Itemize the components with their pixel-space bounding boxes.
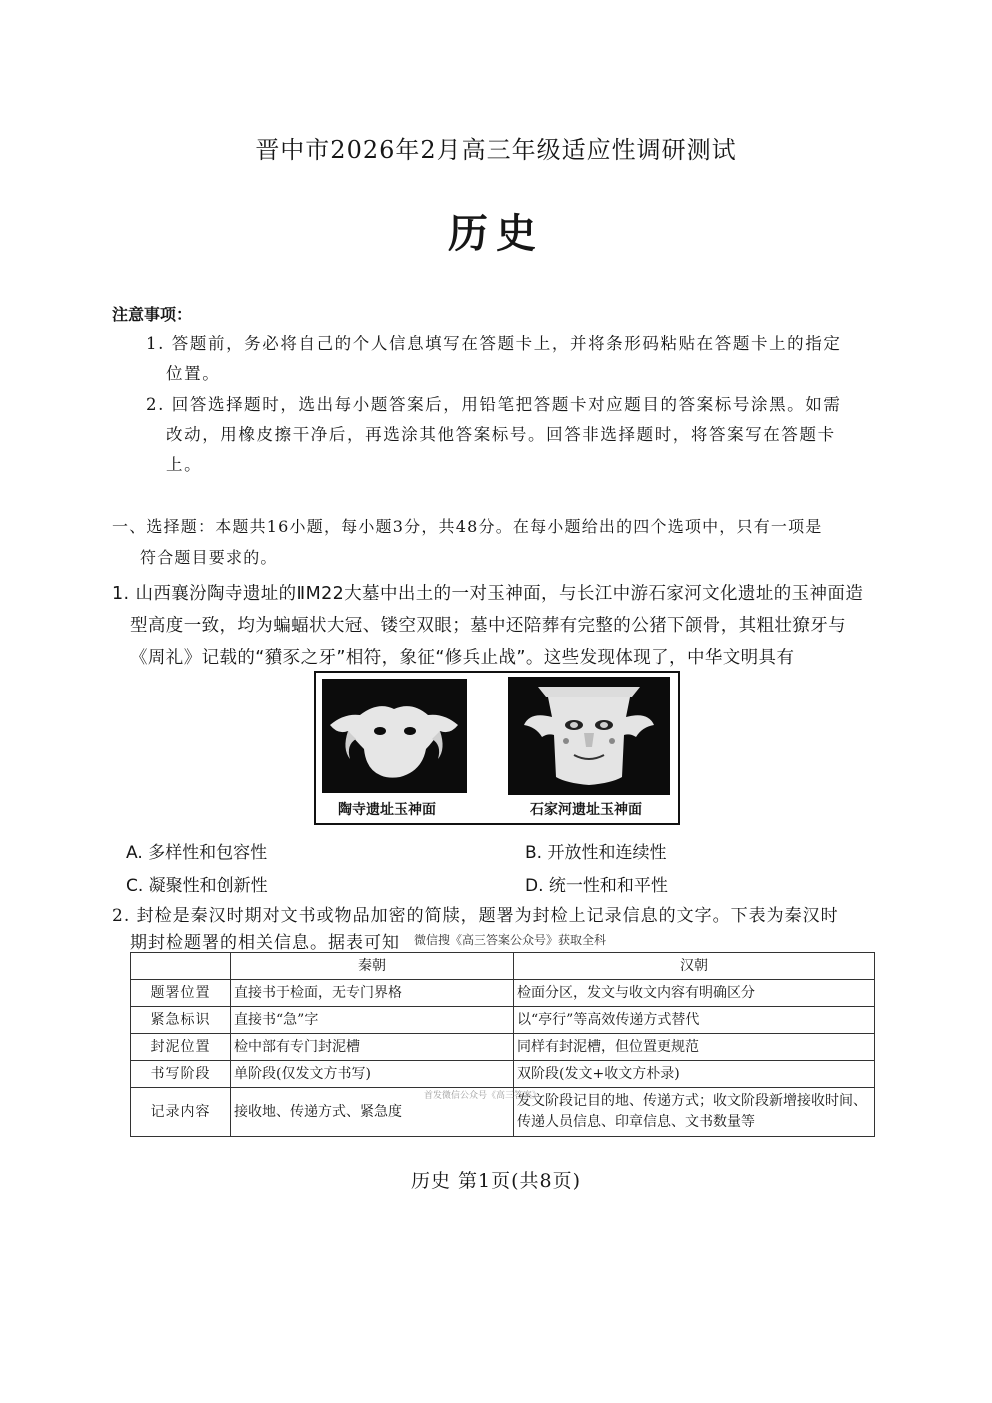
row-label: 紧急标识 bbox=[131, 1007, 231, 1034]
q1-stem-line3: 《周礼》记载的“豶豕之牙”相符，象征“修兵止战”。这些发现体现了，中华文明具有 bbox=[130, 648, 795, 668]
han-cell: 检面分区，发文与收文内容有明确区分 bbox=[514, 980, 875, 1007]
taosi-jade-mask-photo bbox=[322, 679, 467, 793]
table-row bbox=[131, 1061, 875, 1088]
qin-cell: 直接书于检面，无专门界格 bbox=[231, 980, 514, 1007]
faint-watermark: 首发微信公众号《高三答案》 bbox=[424, 1091, 542, 1101]
table-header-han: 汉朝 bbox=[514, 953, 875, 980]
q1-stem-line1: 1. 山西襄汾陶寺遗址的ⅡM22大墓中出土的一对玉神面，与长江中游石家河文化遗址的玉神面造 bbox=[112, 584, 864, 604]
table-row bbox=[131, 980, 875, 1007]
q2-stem-line2: 期封检题署的相关信息。据表可知 bbox=[130, 933, 400, 953]
section-heading-cont: 符合题目要求的。 bbox=[140, 548, 278, 567]
qin-cell: 单阶段(仅发文方书写) bbox=[231, 1061, 514, 1088]
qin-cell: 直接书“急”字 bbox=[231, 1007, 514, 1034]
notice-item-1: 1. 答题前，务必将自己的个人信息填写在答题卡上，并将条形码粘贴在答题卡上的指定 bbox=[146, 334, 842, 353]
row-label: 书写阶段 bbox=[131, 1061, 231, 1088]
row-label: 封泥位置 bbox=[131, 1034, 231, 1061]
table-header-row bbox=[131, 953, 875, 980]
page-footer: 历史 第1页(共8页) bbox=[410, 1170, 582, 1192]
han-cell: 双阶段(发文+收文方朴录) bbox=[514, 1061, 875, 1088]
q1-option-c: C. 凝聚性和创新性 bbox=[126, 876, 268, 896]
taosi-jade-mask-image bbox=[322, 679, 467, 793]
notice-item-1-cont: 位置。 bbox=[166, 364, 221, 383]
qin-cell: 接收地、传递方式、紧急度 bbox=[231, 1088, 514, 1137]
q1-option-a: A. 多样性和包容性 bbox=[126, 843, 268, 863]
qin-cell: 检中部有专门封泥槽 bbox=[231, 1034, 514, 1061]
q2-stem-line1: 2. 封检是秦汉时期对文书或物品加密的简牍，题署为封检上记录信息的文字。下表为秦汉时 bbox=[112, 906, 839, 926]
notice-item-2-cont: 改动，用橡皮擦干净后，再选涂其他答案标号。回答非选择题时，将答案写在答题卡 bbox=[166, 425, 836, 444]
exam-title: 晋中市2026年2月高三年级适应性调研测试 bbox=[255, 136, 737, 164]
subject-title: 历史 bbox=[448, 210, 544, 257]
notice-item-2: 2. 回答选择题时，选出每小题答案后，用铅笔把答题卡对应题目的答案标号涂黑。如需 bbox=[146, 395, 842, 414]
han-cell: 发文阶段记目的地、传递方式；收文阶段新增接收时间、传递人员信息、印章信息、文书数量等 bbox=[514, 1088, 875, 1137]
caption-shijiahe: 石家河遗址玉神面 bbox=[530, 802, 642, 818]
row-label: 题署位置 bbox=[131, 980, 231, 1007]
table-header-blank bbox=[131, 953, 231, 980]
row-label: 记录内容 bbox=[131, 1088, 231, 1137]
watermark-text: 微信搜《高三答案公众号》获取全科 bbox=[414, 933, 607, 947]
table-header-qin: 秦朝 bbox=[231, 953, 514, 980]
section-heading: 一、选择题：本题共16小题，每小题3分，共48分。在每小题给出的四个选项中，只有一项是 bbox=[112, 517, 823, 536]
q1-option-d: D. 统一性和和平性 bbox=[525, 876, 668, 896]
table-row bbox=[131, 1007, 875, 1034]
q1-stem-line2: 型高度一致，均为蝙蝠状大冠、镂空双眼；墓中还陪葬有完整的公猪下颌骨，其粗壮獠牙与 bbox=[130, 616, 846, 636]
shijiahe-jade-mask-photo bbox=[508, 677, 670, 795]
han-cell: 以“亭行”等高效传递方式替代 bbox=[514, 1007, 875, 1034]
q1-option-b: B. 开放性和连续性 bbox=[525, 843, 667, 863]
notice-heading: 注意事项： bbox=[112, 305, 193, 324]
caption-taosi: 陶寺遗址玉神面 bbox=[338, 802, 436, 818]
table-row bbox=[131, 1034, 875, 1061]
qin-han-seal-table bbox=[130, 952, 875, 1137]
notice-item-2-cont2: 上。 bbox=[166, 455, 203, 474]
han-cell: 同样有封泥槽，但位置更规范 bbox=[514, 1034, 875, 1061]
jade-mask-figure bbox=[314, 671, 680, 825]
shijiahe-jade-mask-image bbox=[508, 677, 670, 795]
